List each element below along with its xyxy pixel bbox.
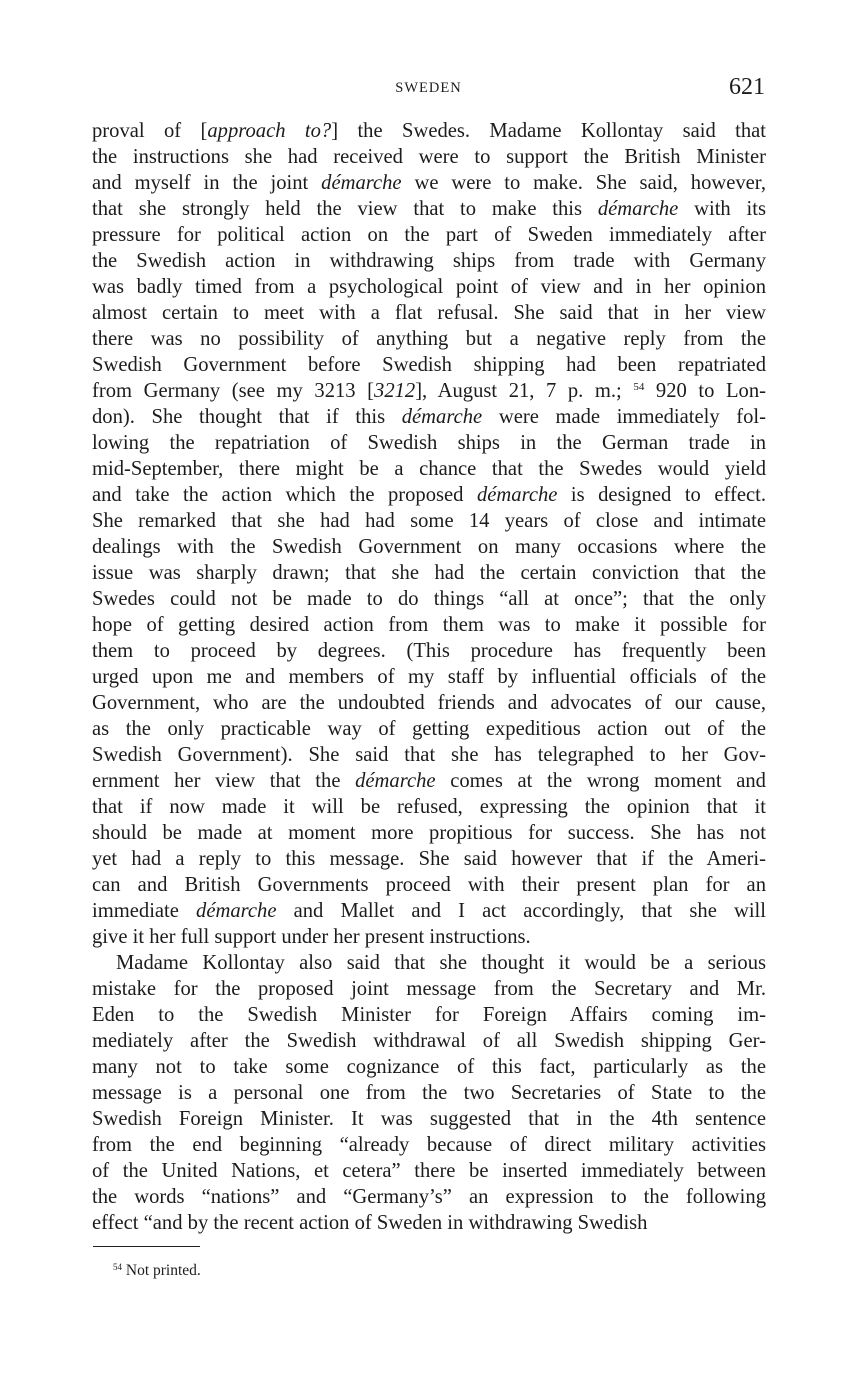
text-run: as the only practicable way of getting expeditious action out of the (92, 718, 766, 740)
text-run: from the end beginning “already because of direct military activities (92, 1134, 766, 1156)
text-run: hope of getting desired action from them was to make it possible for (92, 614, 766, 636)
text-run: them to proceed by degrees. (This procedure has frequently been (92, 640, 766, 662)
text-run: yet had a reply to this message. She said however that if the Ameri- (92, 848, 766, 870)
italic-run: démarche (196, 900, 277, 922)
page-header (92, 76, 765, 102)
text-line (92, 248, 766, 274)
text-run: Madame Kollontay also said that she thought it would be a serious (116, 952, 766, 974)
text-run: proval of (92, 120, 201, 142)
footnote-text: Not printed. (125, 1262, 201, 1279)
running-head: SWEDEN (395, 80, 462, 96)
text-line (92, 586, 766, 612)
text-run: comes at the wrong moment and (435, 770, 766, 792)
page-number: 621 (729, 74, 765, 100)
text-line (92, 1054, 766, 1080)
text-line (92, 326, 766, 352)
text-run: 920 to Lon- (644, 380, 767, 402)
text-run: and myself in the joint (92, 172, 322, 194)
text-run: mid-September, there might be a chance that the Swedes would yield (92, 458, 766, 480)
text-line (92, 664, 766, 690)
text-line (92, 846, 766, 872)
text-line (92, 1210, 766, 1236)
text-run: the words “nations” and “Germany’s” an expression to the following (92, 1186, 766, 1208)
text-run: [ (200, 120, 208, 142)
text-run: She remarked that she had had some 14 years of close and intimate (92, 510, 766, 532)
text-line (92, 274, 766, 300)
text-line (92, 820, 766, 846)
italic-run: démarche (321, 172, 402, 194)
text-line (92, 768, 766, 794)
text-line (92, 924, 766, 950)
text-line (92, 144, 766, 170)
text-run: don). She thought that if this (92, 406, 402, 428)
footnote-reference: 54 (633, 381, 645, 393)
text-run: almost certain to meet with a flat refusal. She said that in her view (92, 302, 766, 324)
italic-run: démarche (401, 406, 483, 428)
text-run: was badly timed from a psychological point of view and in her opinion (92, 276, 766, 298)
italic-run: approach to? (207, 120, 332, 142)
text-run: Eden to the Swedish Minister for Foreign Affairs coming im- (92, 1004, 766, 1026)
text-run: from Germany (see my 3213 [ (92, 380, 375, 402)
text-line (92, 378, 766, 404)
text-run: is designed to effect. (557, 484, 766, 506)
text-run: and take the action which the proposed (92, 484, 477, 506)
text-line (92, 118, 766, 144)
italic-run: 3212 (374, 380, 416, 402)
text-run: many not to take some cognizance of this fact, particularly as the (92, 1056, 766, 1078)
text-run: the Swedish action in withdrawing ships from trade with Germany (92, 250, 766, 272)
text-run: with its (678, 198, 766, 220)
text-run: ernment her view that the (92, 770, 356, 792)
text-line (92, 456, 766, 482)
text-run: immediate (92, 900, 197, 922)
text-line (92, 1106, 766, 1132)
text-line (92, 196, 766, 222)
text-line (92, 612, 766, 638)
text-run: can and British Governments proceed with their present plan for an (92, 874, 766, 896)
footnote (113, 1262, 201, 1280)
text-line (92, 482, 766, 508)
text-line (92, 300, 766, 326)
footnote-marker: 54 (113, 1262, 122, 1272)
text-line (92, 534, 766, 560)
text-run: the instructions she had received were to support the British Minister (92, 146, 766, 168)
text-run: message is a personal one from the two Secretaries of State to the (92, 1082, 766, 1104)
text-run: Swedish Government). She said that she has telegraphed to her Gov- (92, 744, 766, 766)
text-line (92, 638, 766, 664)
text-run: ], August 21, 7 p. m.; (415, 380, 634, 402)
text-run: that she strongly held the view that to make this (92, 198, 598, 220)
italic-run: démarche (355, 770, 436, 792)
text-run: give it her full support under her present instructions. (92, 926, 531, 948)
text-line (92, 1080, 766, 1106)
text-line (92, 898, 766, 924)
text-run: mediately after the Swedish withdrawal of all Swedish shipping Ger- (92, 1030, 766, 1052)
text-line (92, 976, 766, 1002)
italic-run: démarche (476, 484, 558, 506)
text-line (92, 950, 766, 976)
text-run: Swedish Government before Swedish shipping had been repatriated (92, 354, 766, 376)
text-line (92, 1002, 766, 1028)
text-run: pressure for political action on the part of Sweden immediately after (92, 224, 766, 246)
text-line (92, 430, 766, 456)
text-run: we were to make. She said, however, (401, 172, 766, 194)
text-line (92, 222, 766, 248)
text-run: effect “and by the recent action of Sweden in withdrawing Swedish (92, 1212, 648, 1234)
text-run: Swedes could not be made to do things “all at once”; that the only (92, 588, 766, 610)
text-run: ] the Swedes. Madame Kollontay said that (331, 120, 766, 142)
text-run: mistake for the proposed joint message from the Secretary and Mr. (92, 978, 766, 1000)
text-run: Swedish Foreign Minister. It was suggested that in the 4th sentence (92, 1108, 766, 1130)
text-line (92, 690, 766, 716)
italic-run: démarche (597, 198, 679, 220)
text-line (92, 794, 766, 820)
body-text (92, 118, 766, 1236)
text-run: urged upon me and members of my staff by influential officials of the (92, 666, 766, 688)
text-line (92, 1158, 766, 1184)
text-line (92, 560, 766, 586)
text-line (92, 742, 766, 768)
text-run: were made immediately fol- (482, 406, 767, 428)
text-line (92, 872, 766, 898)
text-line (92, 508, 766, 534)
text-line (92, 1184, 766, 1210)
text-line (92, 404, 766, 430)
text-line (92, 1028, 766, 1054)
text-run: that if now made it will be refused, expressing the opinion that it (92, 796, 766, 818)
text-run: there was no possibility of anything but a negative reply from the (92, 328, 766, 350)
text-run: issue was sharply drawn; that she had the certain conviction that the (92, 562, 766, 584)
footnote-rule (93, 1246, 200, 1247)
text-line (92, 1132, 766, 1158)
text-line (92, 170, 766, 196)
text-run: should be made at moment more propitious for success. She has not (92, 822, 766, 844)
text-run: dealings with the Swedish Government on many occasions where the (92, 536, 766, 558)
text-run: of the United Nations, et cetera” there be inserted immediately between (92, 1160, 766, 1182)
text-line (92, 352, 766, 378)
text-run: and Mallet and I act accordingly, that she will (276, 900, 766, 922)
text-run: Government, who are the undoubted friends and advocates of our cause, (92, 692, 766, 714)
text-run: lowing the repatriation of Swedish ships in the German trade in (92, 432, 766, 454)
text-line (92, 716, 766, 742)
